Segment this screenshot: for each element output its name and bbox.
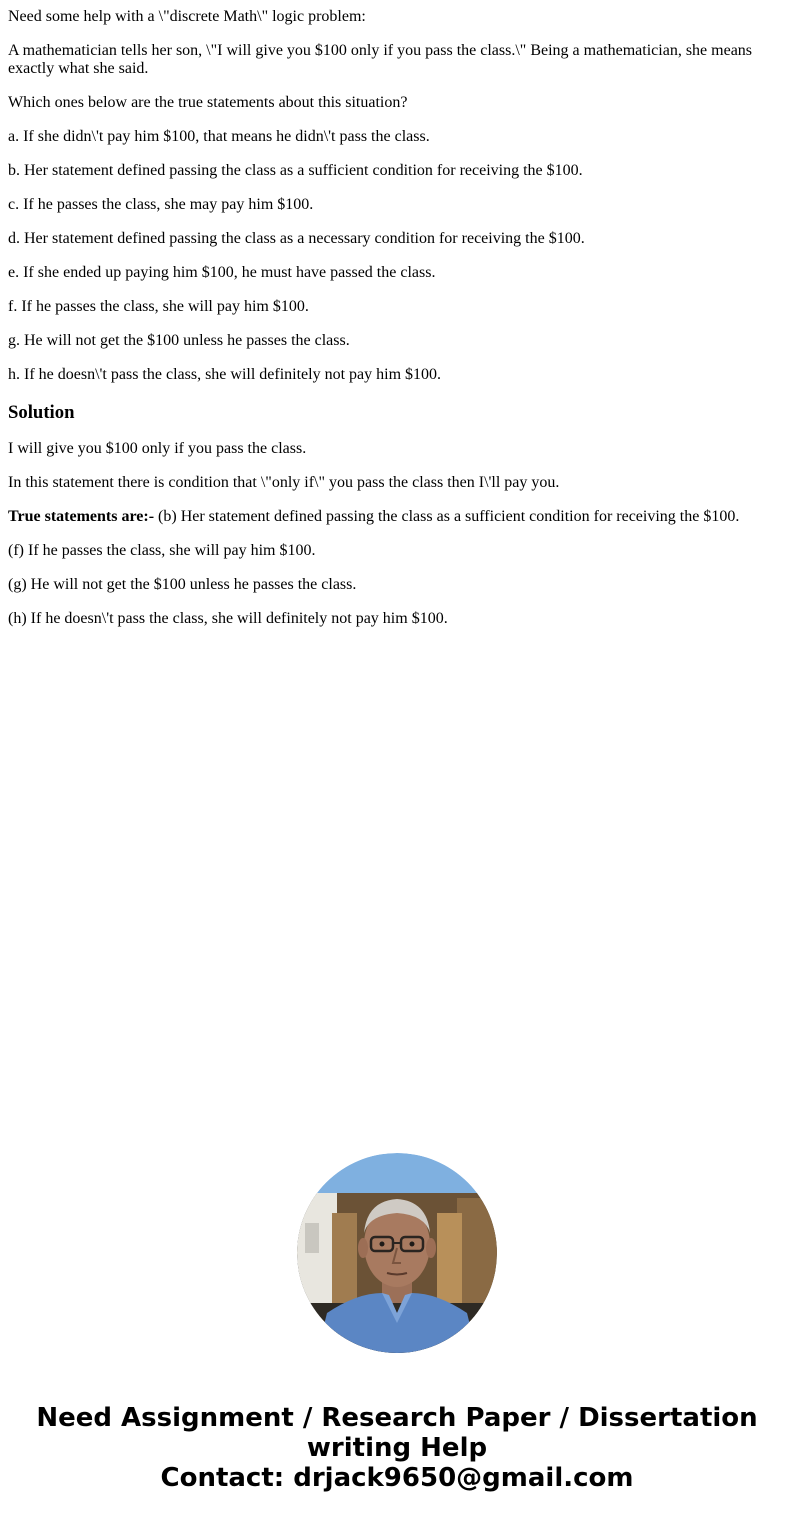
footer-line-1: Need Assignment / Research Paper / Dissertation xyxy=(36,1403,758,1433)
solution-line-1: I will give you $100 only if you pass the class. xyxy=(8,440,307,457)
option-f: f. If he passes the class, she will pay him $100. xyxy=(8,298,309,315)
author-portrait-image xyxy=(297,1153,497,1353)
author-avatar xyxy=(297,1153,497,1353)
question-scenario: A mathematician tells her son, \"I will give you $100 only if you pass the class.\" Being a mathematician, she means exactly what she said. xyxy=(8,42,753,77)
question-intro: Need some help with a \"discrete Math\" logic problem: xyxy=(8,8,366,25)
solution-line-2: In this statement there is condition that \"only if\" you pass the class then I\'ll pay you. xyxy=(8,474,560,491)
footer-line-2: writing Help xyxy=(306,1433,488,1463)
solution-heading: Solution xyxy=(8,402,75,423)
true-statement-g: (g) He will not get the $100 unless he passes the class. xyxy=(8,576,357,593)
option-h: h. If he doesn\'t pass the class, she will definitely not pay him $100. xyxy=(8,366,442,383)
footer-contact-line: Contact: drjack9650@gmail.com xyxy=(160,1463,634,1493)
option-c: c. If he passes the class, she may pay him $100. xyxy=(8,196,314,213)
true-statements-label: True statements are:- xyxy=(8,508,155,525)
solution-true-statements xyxy=(8,508,786,526)
option-d: d. Her statement defined passing the class as a necessary condition for receiving the $100. xyxy=(8,230,585,247)
option-e: e. If she ended up paying him $100, he must have passed the class. xyxy=(8,264,436,281)
document-body xyxy=(8,0,786,644)
option-b: b. Her statement defined passing the class as a sufficient condition for receiving the $100. xyxy=(8,162,583,179)
contact-footer xyxy=(0,1403,794,1493)
true-statement-h: (h) If he doesn\'t pass the class, she will definitely not pay him $100. xyxy=(8,610,448,627)
true-statement-b: (b) Her statement defined passing the class as a sufficient condition for receiving the $100. xyxy=(154,508,740,525)
true-statement-f: (f) If he passes the class, she will pay him $100. xyxy=(8,542,316,559)
option-a: a. If she didn\'t pay him $100, that means he didn\'t pass the class. xyxy=(8,128,430,145)
option-g: g. He will not get the $100 unless he passes the class. xyxy=(8,332,350,349)
question-prompt: Which ones below are the true statements about this situation? xyxy=(8,94,408,111)
